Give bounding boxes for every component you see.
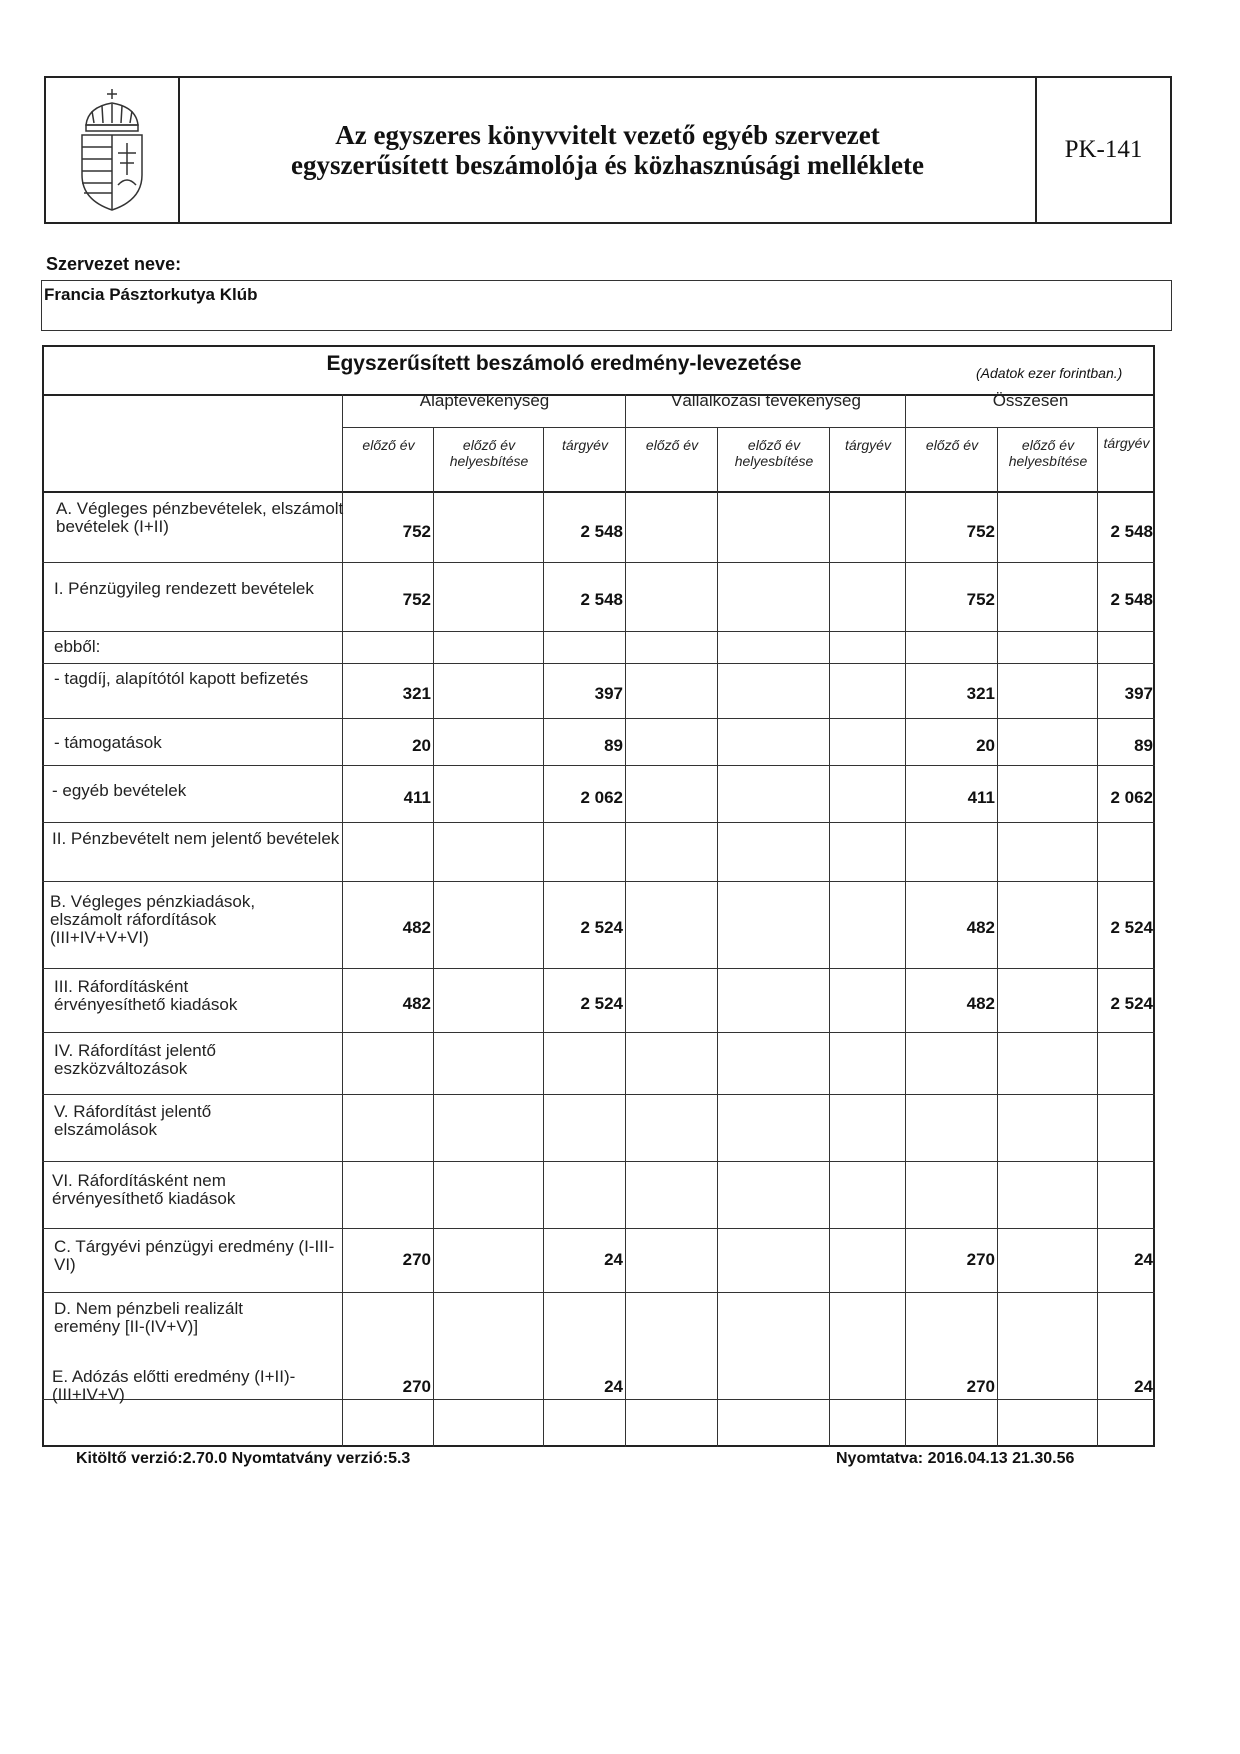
cell-tagdij-alap-elozo[interactable]: 321 bbox=[402, 684, 431, 703]
organization-name: Francia Pásztorkutya Klúb bbox=[44, 285, 258, 304]
form-title-line1: Az egyszeres könyvvitelt vezető egyéb szervezet bbox=[335, 120, 880, 150]
row-label-e: E. Adózás előtti eredmény (I+II)-(III+IV+V) bbox=[52, 1367, 296, 1404]
coat-of-arms-icon bbox=[72, 85, 152, 215]
row-label-b: B. Végleges pénzkiadások, elszámolt ráfordítások (III+IV+V+VI) bbox=[50, 892, 256, 947]
report-title: Egyszerűsített beszámoló eredmény-levezetése bbox=[326, 352, 802, 375]
grid-line bbox=[42, 631, 1155, 632]
version-info: Kitöltő verzió:2.70.0 Nyomtatvány verzió:5.3 bbox=[76, 1450, 411, 1467]
cell-b-alap-targy[interactable]: 2 524 bbox=[580, 918, 623, 937]
grid-line bbox=[997, 427, 998, 1447]
cell-a-alap-targy[interactable]: 2 548 bbox=[580, 522, 623, 541]
cell-egyeb-ossz-targy[interactable]: 2 062 bbox=[1110, 788, 1153, 807]
cell-tamog-alap-targy[interactable]: 89 bbox=[604, 736, 623, 755]
cell-tamog-alap-elozo[interactable]: 20 bbox=[412, 736, 431, 755]
grid-line bbox=[42, 562, 1155, 563]
organization-label: Szervezet neve: bbox=[46, 254, 182, 274]
cell-a-ossz-targy[interactable]: 2 548 bbox=[1110, 522, 1153, 541]
row-label-egyeb: - egyéb bevételek bbox=[52, 781, 187, 800]
row-label-a: A. Végleges pénzbevételek, elszámolt bevételek (I+II) bbox=[56, 499, 344, 536]
cell-e-alap-elozo[interactable]: 270 bbox=[402, 1377, 431, 1396]
organization-name-field[interactable] bbox=[41, 280, 1172, 331]
grid-line bbox=[42, 1292, 1155, 1293]
cell-iii-alap-targy[interactable]: 2 524 bbox=[580, 994, 623, 1013]
cell-c-ossz-elozo[interactable]: 270 bbox=[966, 1250, 995, 1269]
row-label-d: D. Nem pénzbeli realizált eremény [II-(IV+V)] bbox=[54, 1299, 243, 1336]
row-label-ii: II. Pénzbevételt nem jelentő bevételek bbox=[52, 829, 340, 848]
form-title-line2: egyszerűsített beszámolója és közhasznúsági melléklete bbox=[291, 150, 924, 180]
grid-line bbox=[42, 491, 1155, 493]
grid-line bbox=[42, 765, 1155, 766]
cell-i-alap-targy[interactable]: 2 548 bbox=[580, 590, 623, 609]
group-header-vallalkozasi: Vállalkozási tevékenység bbox=[671, 391, 861, 410]
cell-egyeb-alap-elozo[interactable]: 411 bbox=[403, 788, 431, 807]
cell-i-ossz-targy[interactable]: 2 548 bbox=[1110, 590, 1153, 609]
subheader-vall-elozo: előző év bbox=[645, 437, 699, 453]
row-label-iii: III. Ráfordításként érvényesíthető kiadások bbox=[54, 977, 238, 1014]
cell-iii-alap-elozo[interactable]: 482 bbox=[402, 994, 431, 1013]
cell-c-alap-targy[interactable]: 24 bbox=[604, 1250, 623, 1269]
grid-line bbox=[42, 1094, 1155, 1095]
form-code: PK-141 bbox=[1035, 78, 1170, 222]
cell-c-ossz-targy[interactable]: 24 bbox=[1134, 1250, 1153, 1269]
grid-line bbox=[42, 1161, 1155, 1162]
subheader-ossz-helyesb: előző év helyesbítése bbox=[1008, 437, 1088, 469]
cell-tagdij-alap-targy[interactable]: 397 bbox=[594, 684, 623, 703]
subheader-alap-helyesb: előző év helyesbítése bbox=[449, 437, 529, 469]
grid-line bbox=[42, 394, 1155, 396]
subheader-vall-helyesb: előző év helyesbítése bbox=[734, 437, 814, 469]
row-label-ebbol: ebből: bbox=[54, 637, 101, 656]
cell-i-alap-elozo[interactable]: 752 bbox=[402, 590, 431, 609]
form-title bbox=[180, 78, 1035, 222]
grid-line bbox=[42, 881, 1155, 882]
grid-line bbox=[42, 968, 1155, 969]
cell-i-ossz-elozo[interactable]: 752 bbox=[966, 590, 995, 609]
row-label-v: V. Ráfordítást jelentő elszámolások bbox=[54, 1102, 212, 1139]
subheader-alap-targy: tárgyév bbox=[562, 437, 608, 453]
cell-a-ossz-elozo[interactable]: 752 bbox=[966, 522, 995, 541]
unit-note: (Adatok ezer forintban.) bbox=[976, 365, 1123, 381]
grid-line bbox=[829, 427, 830, 1447]
cell-tamog-ossz-elozo[interactable]: 20 bbox=[976, 736, 995, 755]
row-label-tamogatasok: - támogatások bbox=[54, 733, 162, 752]
grid-line bbox=[343, 427, 1155, 428]
group-header-osszesen: Összesen bbox=[992, 391, 1069, 410]
grid-line bbox=[42, 822, 1155, 823]
subheader-alap-elozo: előző év bbox=[362, 437, 415, 453]
cell-tagdij-ossz-elozo[interactable]: 321 bbox=[966, 684, 995, 703]
cell-b-ossz-elozo[interactable]: 482 bbox=[966, 918, 995, 937]
row-label-i: I. Pénzügyileg rendezett bevételek bbox=[54, 579, 314, 598]
cell-a-alap-elozo[interactable]: 752 bbox=[402, 522, 431, 541]
cell-b-alap-elozo[interactable]: 482 bbox=[402, 918, 431, 937]
subheader-vall-targy: tárgyév bbox=[845, 437, 891, 453]
cell-tagdij-ossz-targy[interactable]: 397 bbox=[1124, 684, 1153, 703]
row-label-iv: IV. Ráfordítást jelentő eszközváltozások bbox=[54, 1041, 216, 1078]
cell-iii-ossz-targy[interactable]: 2 524 bbox=[1110, 994, 1153, 1013]
grid-line bbox=[42, 663, 1155, 664]
cell-c-alap-elozo[interactable]: 270 bbox=[402, 1250, 431, 1269]
cell-egyeb-alap-targy[interactable]: 2 062 bbox=[580, 788, 623, 807]
group-header-alap: Alaptevékenység bbox=[419, 391, 550, 410]
cell-e-ossz-targy[interactable]: 24 bbox=[1134, 1377, 1153, 1396]
grid-line bbox=[717, 427, 718, 1447]
grid-line bbox=[625, 394, 626, 1447]
print-timestamp: Nyomtatva: 2016.04.13 21.30.56 bbox=[836, 1450, 1075, 1467]
row-label-tagdij: - tagdíj, alapítótól kapott befizetés bbox=[54, 669, 309, 688]
row-label-vi: VI. Ráfordításként nem érvényesíthető kiadások bbox=[52, 1171, 236, 1208]
cell-iii-ossz-elozo[interactable]: 482 bbox=[966, 994, 995, 1013]
row-label-c: C. Tárgyévi pénzügyi eredmény (I-III-VI) bbox=[54, 1237, 335, 1274]
cell-e-ossz-elozo[interactable]: 270 bbox=[966, 1377, 995, 1396]
coat-of-arms-logo bbox=[46, 78, 180, 222]
subheader-ossz-elozo: előző év bbox=[925, 437, 979, 453]
form-header bbox=[44, 76, 1172, 224]
cell-b-ossz-targy[interactable]: 2 524 bbox=[1110, 918, 1153, 937]
grid-line bbox=[42, 718, 1155, 719]
cell-egyeb-ossz-elozo[interactable]: 411 bbox=[967, 788, 995, 807]
grid-line bbox=[433, 427, 434, 1447]
subheader-ossz-targy: tárgyév bbox=[1103, 435, 1150, 451]
grid-line bbox=[42, 1228, 1155, 1229]
grid-line bbox=[42, 1032, 1155, 1033]
cell-tamog-ossz-targy[interactable]: 89 bbox=[1134, 736, 1153, 755]
cell-e-alap-targy[interactable]: 24 bbox=[604, 1377, 623, 1396]
